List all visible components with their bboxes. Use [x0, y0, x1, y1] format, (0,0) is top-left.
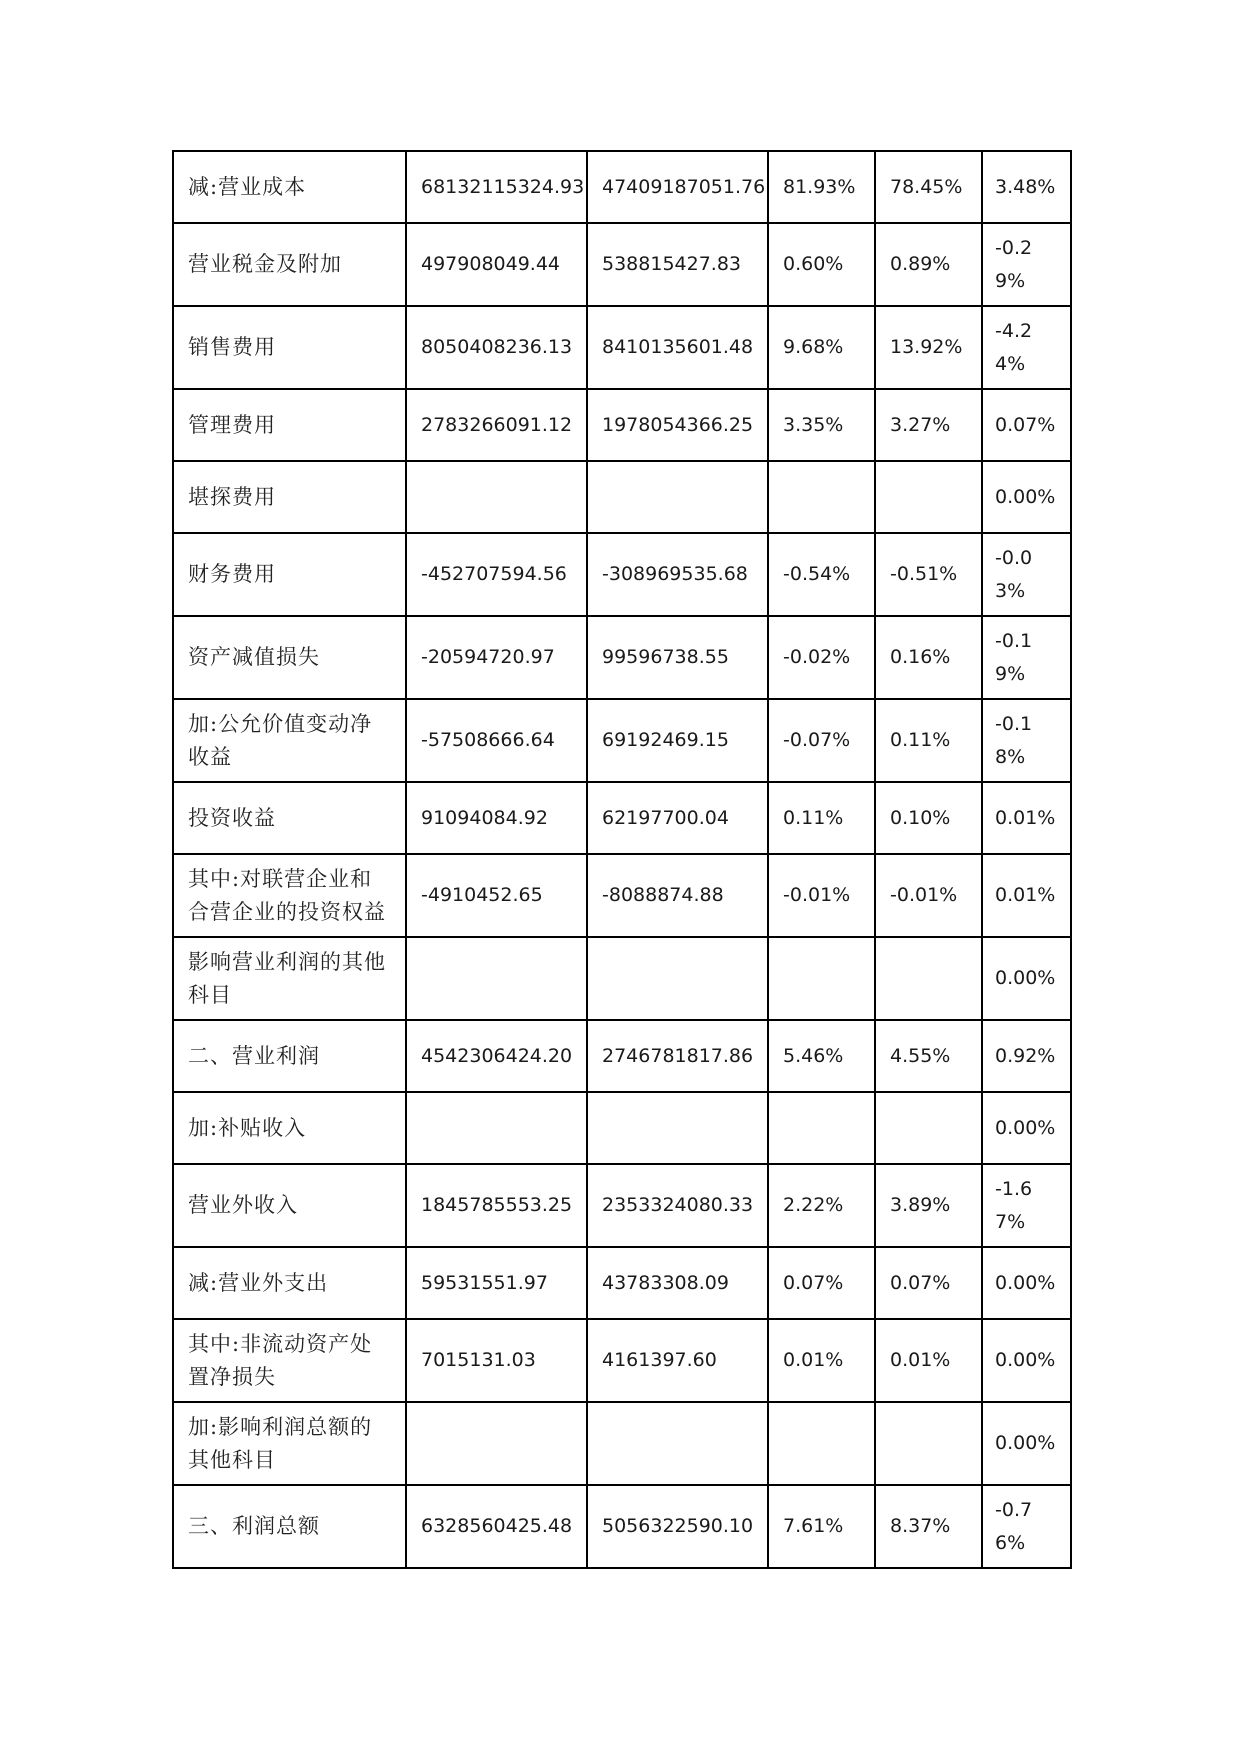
- item-label: 减:营业成本: [173, 151, 406, 223]
- amount-previous: -8088874.88: [587, 854, 768, 937]
- amount-previous: 4161397.60: [587, 1319, 768, 1402]
- item-label: 营业外收入: [173, 1164, 406, 1247]
- income-statement-table: [172, 150, 1072, 1569]
- amount-current: -57508666.64: [406, 699, 587, 782]
- item-label: 其中:非流动资产处置净损失: [173, 1319, 406, 1402]
- table-row: [173, 782, 1071, 854]
- ratio-previous: 4.55%: [875, 1020, 982, 1092]
- item-label: 二、营业利润: [173, 1020, 406, 1092]
- ratio-previous: 0.11%: [875, 699, 982, 782]
- ratio-change: -1.67%: [982, 1164, 1071, 1247]
- amount-previous: 69192469.15: [587, 699, 768, 782]
- item-label: 其中:对联营企业和合营企业的投资权益: [173, 854, 406, 937]
- amount-current: [406, 1092, 587, 1164]
- ratio-change: 0.92%: [982, 1020, 1071, 1092]
- table-row: [173, 1020, 1071, 1092]
- item-label: 财务费用: [173, 533, 406, 616]
- amount-previous: [587, 1402, 768, 1485]
- amount-current: -452707594.56: [406, 533, 587, 616]
- item-label: 加:公允价值变动净收益: [173, 699, 406, 782]
- amount-previous: [587, 461, 768, 533]
- amount-current: [406, 461, 587, 533]
- ratio-current: 3.35%: [768, 389, 875, 461]
- ratio-change: 0.01%: [982, 854, 1071, 937]
- ratio-current: 0.60%: [768, 223, 875, 306]
- ratio-current: [768, 937, 875, 1020]
- item-label: 减:营业外支出: [173, 1247, 406, 1319]
- ratio-previous: -0.01%: [875, 854, 982, 937]
- ratio-current: 0.07%: [768, 1247, 875, 1319]
- ratio-current: 5.46%: [768, 1020, 875, 1092]
- amount-current: 8050408236.13: [406, 306, 587, 389]
- item-label: 堪探费用: [173, 461, 406, 533]
- ratio-change: 0.00%: [982, 1402, 1071, 1485]
- amount-current: [406, 1402, 587, 1485]
- amount-previous: 1978054366.25: [587, 389, 768, 461]
- ratio-current: -0.54%: [768, 533, 875, 616]
- ratio-previous: 0.16%: [875, 616, 982, 699]
- amount-previous: 8410135601.48: [587, 306, 768, 389]
- ratio-current: [768, 1402, 875, 1485]
- item-label: 销售费用: [173, 306, 406, 389]
- table-row: [173, 223, 1071, 306]
- ratio-current: 2.22%: [768, 1164, 875, 1247]
- amount-current: 68132115324.93: [406, 151, 587, 223]
- ratio-previous: -0.51%: [875, 533, 982, 616]
- item-label: 管理费用: [173, 389, 406, 461]
- amount-current: 59531551.97: [406, 1247, 587, 1319]
- ratio-previous: 0.89%: [875, 223, 982, 306]
- amount-current: 91094084.92: [406, 782, 587, 854]
- ratio-previous: 0.01%: [875, 1319, 982, 1402]
- ratio-change: -4.24%: [982, 306, 1071, 389]
- amount-current: 6328560425.48: [406, 1485, 587, 1568]
- amount-previous: [587, 1092, 768, 1164]
- amount-previous: 5056322590.10: [587, 1485, 768, 1568]
- ratio-current: [768, 1092, 875, 1164]
- ratio-previous: 78.45%: [875, 151, 982, 223]
- ratio-previous: [875, 937, 982, 1020]
- amount-previous: 538815427.83: [587, 223, 768, 306]
- item-label: 影响营业利润的其他科目: [173, 937, 406, 1020]
- table-row: [173, 616, 1071, 699]
- amount-current: 1845785553.25: [406, 1164, 587, 1247]
- table-row: [173, 1485, 1071, 1568]
- table-row: [173, 461, 1071, 533]
- amount-current: [406, 937, 587, 1020]
- item-label: 加:影响利润总额的其他科目: [173, 1402, 406, 1485]
- ratio-current: 0.01%: [768, 1319, 875, 1402]
- table-row: [173, 389, 1071, 461]
- amount-previous: 47409187051.76: [587, 151, 768, 223]
- amount-previous: 62197700.04: [587, 782, 768, 854]
- ratio-change: -0.29%: [982, 223, 1071, 306]
- ratio-change: -0.19%: [982, 616, 1071, 699]
- ratio-current: 9.68%: [768, 306, 875, 389]
- ratio-previous: 13.92%: [875, 306, 982, 389]
- ratio-change: 0.00%: [982, 1319, 1071, 1402]
- ratio-previous: 0.10%: [875, 782, 982, 854]
- ratio-current: -0.02%: [768, 616, 875, 699]
- ratio-change: -0.76%: [982, 1485, 1071, 1568]
- amount-current: 7015131.03: [406, 1319, 587, 1402]
- ratio-previous: 0.07%: [875, 1247, 982, 1319]
- item-label: 加:补贴收入: [173, 1092, 406, 1164]
- ratio-change: -0.03%: [982, 533, 1071, 616]
- item-label: 投资收益: [173, 782, 406, 854]
- ratio-current: [768, 461, 875, 533]
- ratio-current: 7.61%: [768, 1485, 875, 1568]
- ratio-change: 0.00%: [982, 461, 1071, 533]
- amount-previous: -308969535.68: [587, 533, 768, 616]
- table-row: [173, 1164, 1071, 1247]
- amount-previous: [587, 937, 768, 1020]
- table-row: [173, 854, 1071, 937]
- amount-previous: 2353324080.33: [587, 1164, 768, 1247]
- ratio-current: 0.11%: [768, 782, 875, 854]
- item-label: 三、利润总额: [173, 1485, 406, 1568]
- table-row: [173, 1319, 1071, 1402]
- amount-current: -4910452.65: [406, 854, 587, 937]
- table-row: [173, 699, 1071, 782]
- table-row: [173, 151, 1071, 223]
- table-body: [173, 151, 1071, 1568]
- ratio-change: 0.00%: [982, 937, 1071, 1020]
- ratio-change: 0.01%: [982, 782, 1071, 854]
- ratio-previous: 3.27%: [875, 389, 982, 461]
- ratio-current: 81.93%: [768, 151, 875, 223]
- ratio-previous: [875, 461, 982, 533]
- table-row: [173, 1402, 1071, 1485]
- ratio-current: -0.01%: [768, 854, 875, 937]
- amount-current: 4542306424.20: [406, 1020, 587, 1092]
- table-row: [173, 306, 1071, 389]
- item-label: 资产减值损失: [173, 616, 406, 699]
- ratio-change: 0.00%: [982, 1092, 1071, 1164]
- amount-current: -20594720.97: [406, 616, 587, 699]
- amount-previous: 99596738.55: [587, 616, 768, 699]
- item-label: 营业税金及附加: [173, 223, 406, 306]
- table-row: [173, 1247, 1071, 1319]
- amount-previous: 43783308.09: [587, 1247, 768, 1319]
- ratio-current: -0.07%: [768, 699, 875, 782]
- amount-current: 2783266091.12: [406, 389, 587, 461]
- ratio-previous: 3.89%: [875, 1164, 982, 1247]
- ratio-change: -0.18%: [982, 699, 1071, 782]
- ratio-change: 0.07%: [982, 389, 1071, 461]
- amount-current: 497908049.44: [406, 223, 587, 306]
- amount-previous: 2746781817.86: [587, 1020, 768, 1092]
- ratio-change: 3.48%: [982, 151, 1071, 223]
- ratio-previous: [875, 1402, 982, 1485]
- ratio-previous: [875, 1092, 982, 1164]
- table-row: [173, 937, 1071, 1020]
- table-row: [173, 1092, 1071, 1164]
- ratio-change: 0.00%: [982, 1247, 1071, 1319]
- ratio-previous: 8.37%: [875, 1485, 982, 1568]
- table-row: [173, 533, 1071, 616]
